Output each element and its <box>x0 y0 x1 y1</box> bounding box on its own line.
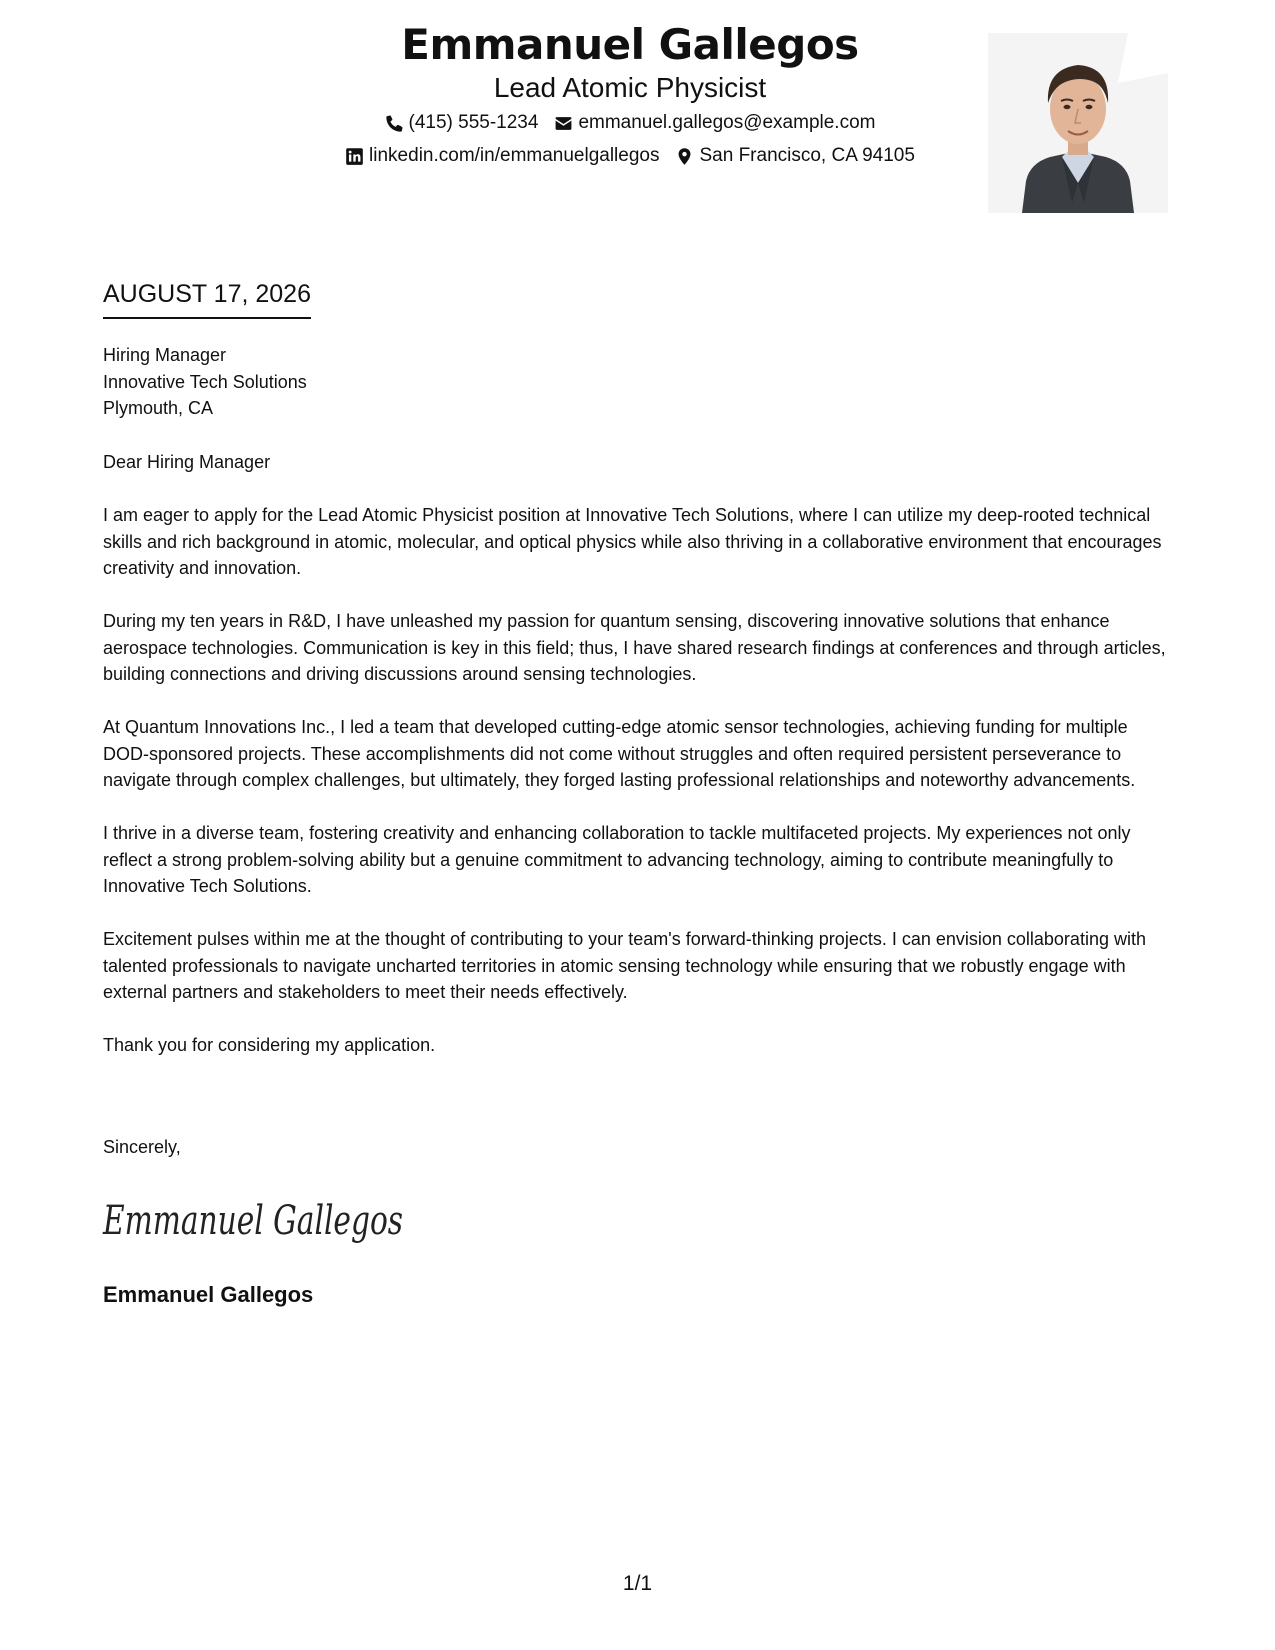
map-marker-icon <box>675 147 694 166</box>
salutation: Dear Hiring Manager <box>103 452 271 472</box>
handwritten-signature <box>101 1188 403 1250</box>
contact-row-2 <box>200 145 1060 167</box>
phone-icon <box>385 114 404 133</box>
applicant-title: Lead Atomic Physicist <box>493 72 767 103</box>
signer-name: Emmanuel Gallegos <box>103 1282 314 1307</box>
body-paragraph: At Quantum Innovations Inc., I led a team that developed cutting-edge atomic sensor technologies, achieving funding for multiple DOD-sponsored projects. These accomplishments did not come without struggles and often required persistent perseverance to navigate through complex challenges, but ultimately, they forged lasting professional relationships and noteworthy advancements. <box>103 717 1136 790</box>
body-paragraph: I thrive in a diverse team, fostering creativity and enhancing collaboration to tackle multifaceted projects. My experiences not only reflect a strong problem-solving ability but a genuine commitment to advancing technology, aiming to contribute meaningfully to Innovative Tech Solutions. <box>103 823 1131 896</box>
recipient-block <box>103 342 307 422</box>
page-number: 1/1 <box>622 1572 653 1595</box>
applicant-name: Emmanuel Gallegos <box>401 20 859 69</box>
contact-row-1 <box>200 112 1060 134</box>
linkedin-icon <box>345 147 364 166</box>
recipient-title: Hiring Manager <box>103 345 227 365</box>
linkedin-url: linkedin.com/in/emmanuelgallegos <box>369 145 660 166</box>
recipient-company: Innovative Tech Solutions <box>103 371 307 392</box>
letter-header <box>0 0 1275 220</box>
body-paragraph: During my ten years in R&D, I have unleashed my passion for quantum sensing, discovering innovative solutions that enhance aerospace technologies. Communication is key in this field; thus, I have shared research findings at conferences and through articles, building connections and driving discussions around sensing technologies. <box>103 611 1166 684</box>
recipient-location: Plymouth, CA <box>103 398 214 418</box>
phone-contact <box>385 112 539 134</box>
location-contact <box>675 145 914 167</box>
letter-body <box>103 449 1178 1085</box>
letter-date: AUGUST 17, 2026 <box>103 280 311 319</box>
phone-number: (415) 555-1234 <box>408 112 539 133</box>
linkedin-contact <box>345 145 659 167</box>
profile-photo <box>988 33 1168 213</box>
location-text: San Francisco, CA 94105 <box>699 145 915 166</box>
envelope-icon <box>554 114 573 133</box>
thank-you-line: Thank you for considering my application. <box>103 1035 436 1055</box>
email-contact <box>554 112 875 134</box>
email-address: emmanuel.gallegos@example.com <box>578 112 876 133</box>
closing-line: Sincerely, <box>103 1137 181 1157</box>
body-paragraph: I am eager to apply for the Lead Atomic Physicist position at Innovative Tech Solutions, where I can utilize my deep-rooted technical skills and rich background in atomic, molecular, and optical physics while also thriving in a collaborative environment that encourages creativity and innovation. <box>103 505 1162 578</box>
signature-text: Emmanuel Gallegos <box>102 1198 403 1244</box>
body-paragraph: Excitement pulses within me at the thought of contributing to your team's forward-thinking projects. I can envision collaborating with talented professionals to navigate uncharted territories in atomic sensing technology while ensuring that we robustly engage with external partners and stakeholders to meet their needs effectively. <box>103 929 1146 1002</box>
